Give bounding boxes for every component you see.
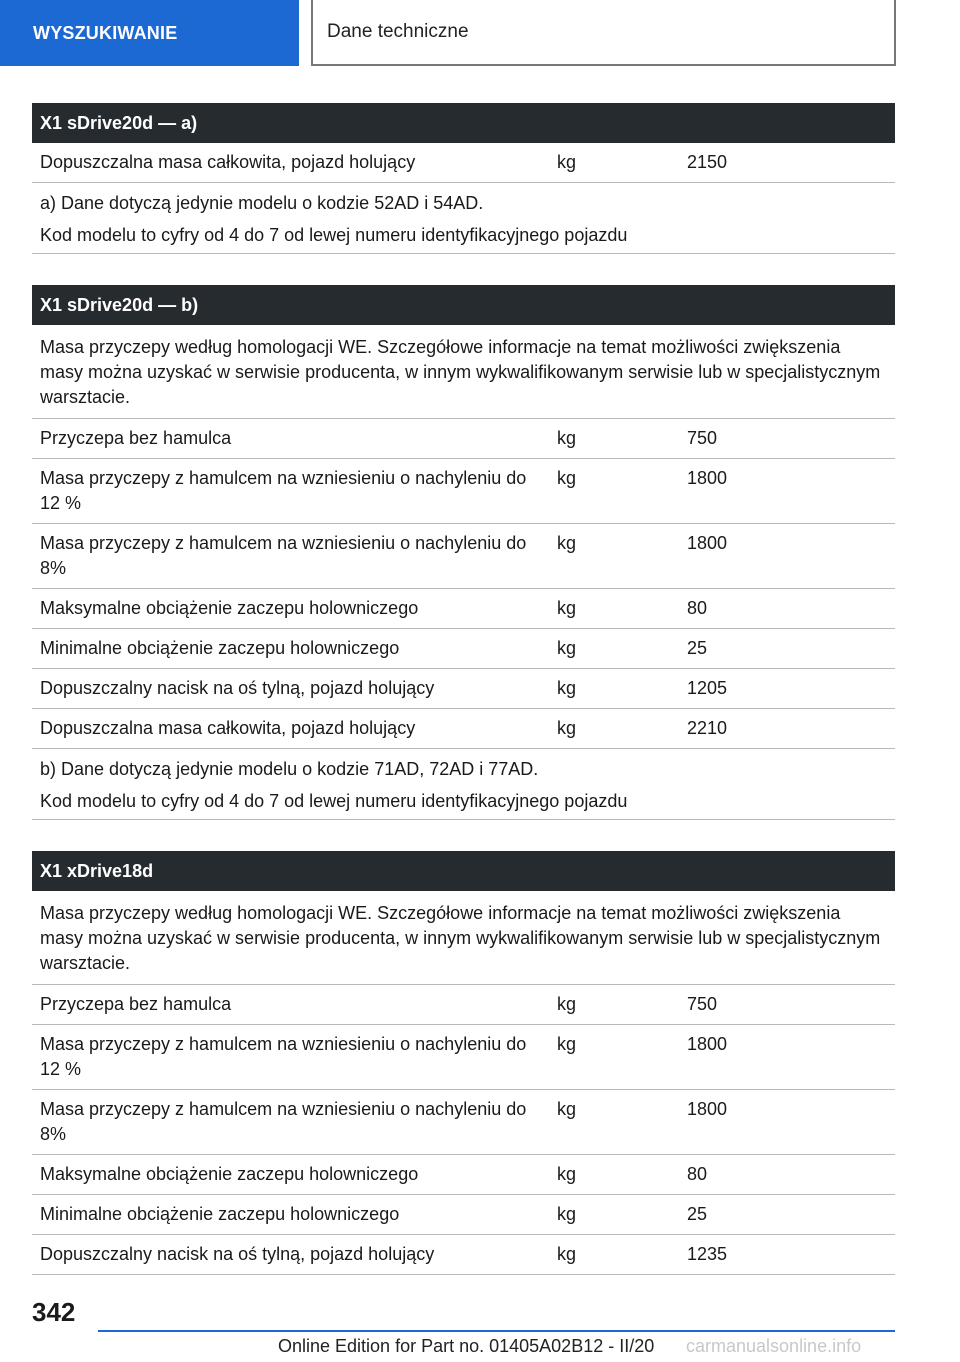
edition-text: Online Edition for Part no. 01405A02B12 - II/20 (278, 1336, 655, 1356)
row-label: Masa przyczepy z hamulcem na wzniesieniu o nachyleniu do 8% (40, 533, 527, 578)
section-title: X1 sDrive20d — b) (32, 285, 895, 325)
row-unit: kg (557, 428, 577, 448)
top-bar (0, 0, 960, 66)
row-value: 1800 (687, 1099, 728, 1119)
footnote (32, 183, 895, 254)
row-value: 80 (687, 1164, 708, 1184)
table-row (32, 1025, 895, 1090)
footnote-line: a) Dane dotyczą jedynie modelu o kodzie 52AD i 54AD. (40, 193, 484, 213)
row-value: 2210 (687, 718, 728, 738)
row-label: Maksymalne obciążenie zaczepu holowniczego (40, 598, 419, 618)
section-intro: Masa przyczepy według homologacji WE. Szczegółowe informacje na temat możliwości zwiększenia masy można uzyskać w serwisie producenta, w innym wykwalifikowanym serwisie lub w specjalistycznym warsztacie. (32, 891, 895, 985)
table-row (32, 589, 895, 629)
table-row (32, 143, 895, 183)
footnote-line: b) Dane dotyczą jedynie modelu o kodzie 71AD, 72AD i 77AD. (40, 759, 539, 779)
row-unit: kg (557, 678, 577, 698)
row-label: Dopuszczalna masa całkowita, pojazd holujący (40, 152, 416, 172)
row-value: 1800 (687, 468, 728, 488)
table-row (32, 709, 895, 749)
footnote (32, 749, 895, 820)
row-label: Przyczepa bez hamulca (40, 428, 232, 448)
spec-section (32, 285, 895, 820)
table-row (32, 985, 895, 1025)
row-unit: kg (557, 994, 577, 1014)
row-label: Dopuszczalny nacisk na oś tylną, pojazd holujący (40, 1244, 435, 1264)
table-row (32, 629, 895, 669)
spec-section (32, 851, 895, 1275)
search-button[interactable]: WYSZUKIWANIE (0, 0, 299, 66)
row-label: Masa przyczepy z hamulcem na wzniesieniu o nachyleniu do 8% (40, 1099, 527, 1144)
watermark: carmanualsonline.info (686, 1336, 862, 1356)
row-label: Masa przyczepy z hamulcem na wzniesieniu o nachyleniu do 12 % (40, 1034, 527, 1079)
row-value: 80 (687, 598, 708, 618)
row-value: 2150 (687, 152, 728, 172)
footnote-line: Kod modelu to cyfry od 4 do 7 od lewej numeru identyfikacyjnego pojazdu (40, 791, 628, 811)
section-title: X1 xDrive18d (32, 851, 895, 891)
breadcrumb[interactable]: Dane techniczne (311, 0, 896, 66)
row-unit: kg (557, 1244, 577, 1264)
table-row (32, 524, 895, 589)
spec-section (32, 103, 895, 254)
row-value: 1205 (687, 678, 728, 698)
section-title: X1 sDrive20d — a) (32, 103, 895, 143)
row-value: 1800 (687, 1034, 728, 1054)
row-value: 750 (687, 994, 718, 1014)
row-label: Maksymalne obciążenie zaczepu holowniczego (40, 1164, 419, 1184)
row-unit: kg (557, 1204, 577, 1224)
table-row (32, 1195, 895, 1235)
table-row (32, 669, 895, 709)
table-row (32, 1235, 895, 1275)
row-label: Minimalne obciążenie zaczepu holowniczego (40, 1204, 400, 1224)
row-unit: kg (557, 1099, 577, 1119)
row-value: 1800 (687, 533, 728, 553)
page-number: 342 (32, 1297, 76, 1327)
row-unit: kg (557, 1164, 577, 1184)
row-unit: kg (557, 152, 577, 172)
row-label: Dopuszczalny nacisk na oś tylną, pojazd holujący (40, 678, 435, 698)
table-row (32, 459, 895, 524)
row-value: 1235 (687, 1244, 728, 1264)
row-label: Przyczepa bez hamulca (40, 994, 232, 1014)
row-value: 25 (687, 638, 708, 658)
row-unit: kg (557, 1034, 577, 1054)
table-row (32, 419, 895, 459)
spec-content (32, 103, 895, 1306)
section-intro: Masa przyczepy według homologacji WE. Szczegółowe informacje na temat możliwości zwiększenia masy można uzyskać w serwisie producenta, w innym wykwalifikowanym serwisie lub w specjalistycznym warsztacie. (32, 325, 895, 419)
row-unit: kg (557, 718, 577, 738)
row-unit: kg (557, 638, 577, 658)
row-value: 750 (687, 428, 718, 448)
row-value: 25 (687, 1204, 708, 1224)
table-row (32, 1155, 895, 1195)
row-label: Dopuszczalna masa całkowita, pojazd holujący (40, 718, 416, 738)
row-label: Masa przyczepy z hamulcem na wzniesieniu o nachyleniu do 12 % (40, 468, 527, 513)
row-unit: kg (557, 468, 577, 488)
row-unit: kg (557, 533, 577, 553)
footnote-line: Kod modelu to cyfry od 4 do 7 od lewej numeru identyfikacyjnego pojazdu (40, 225, 628, 245)
table-row (32, 1090, 895, 1155)
row-unit: kg (557, 598, 577, 618)
row-label: Minimalne obciążenie zaczepu holowniczego (40, 638, 400, 658)
footer-divider (98, 1330, 895, 1332)
